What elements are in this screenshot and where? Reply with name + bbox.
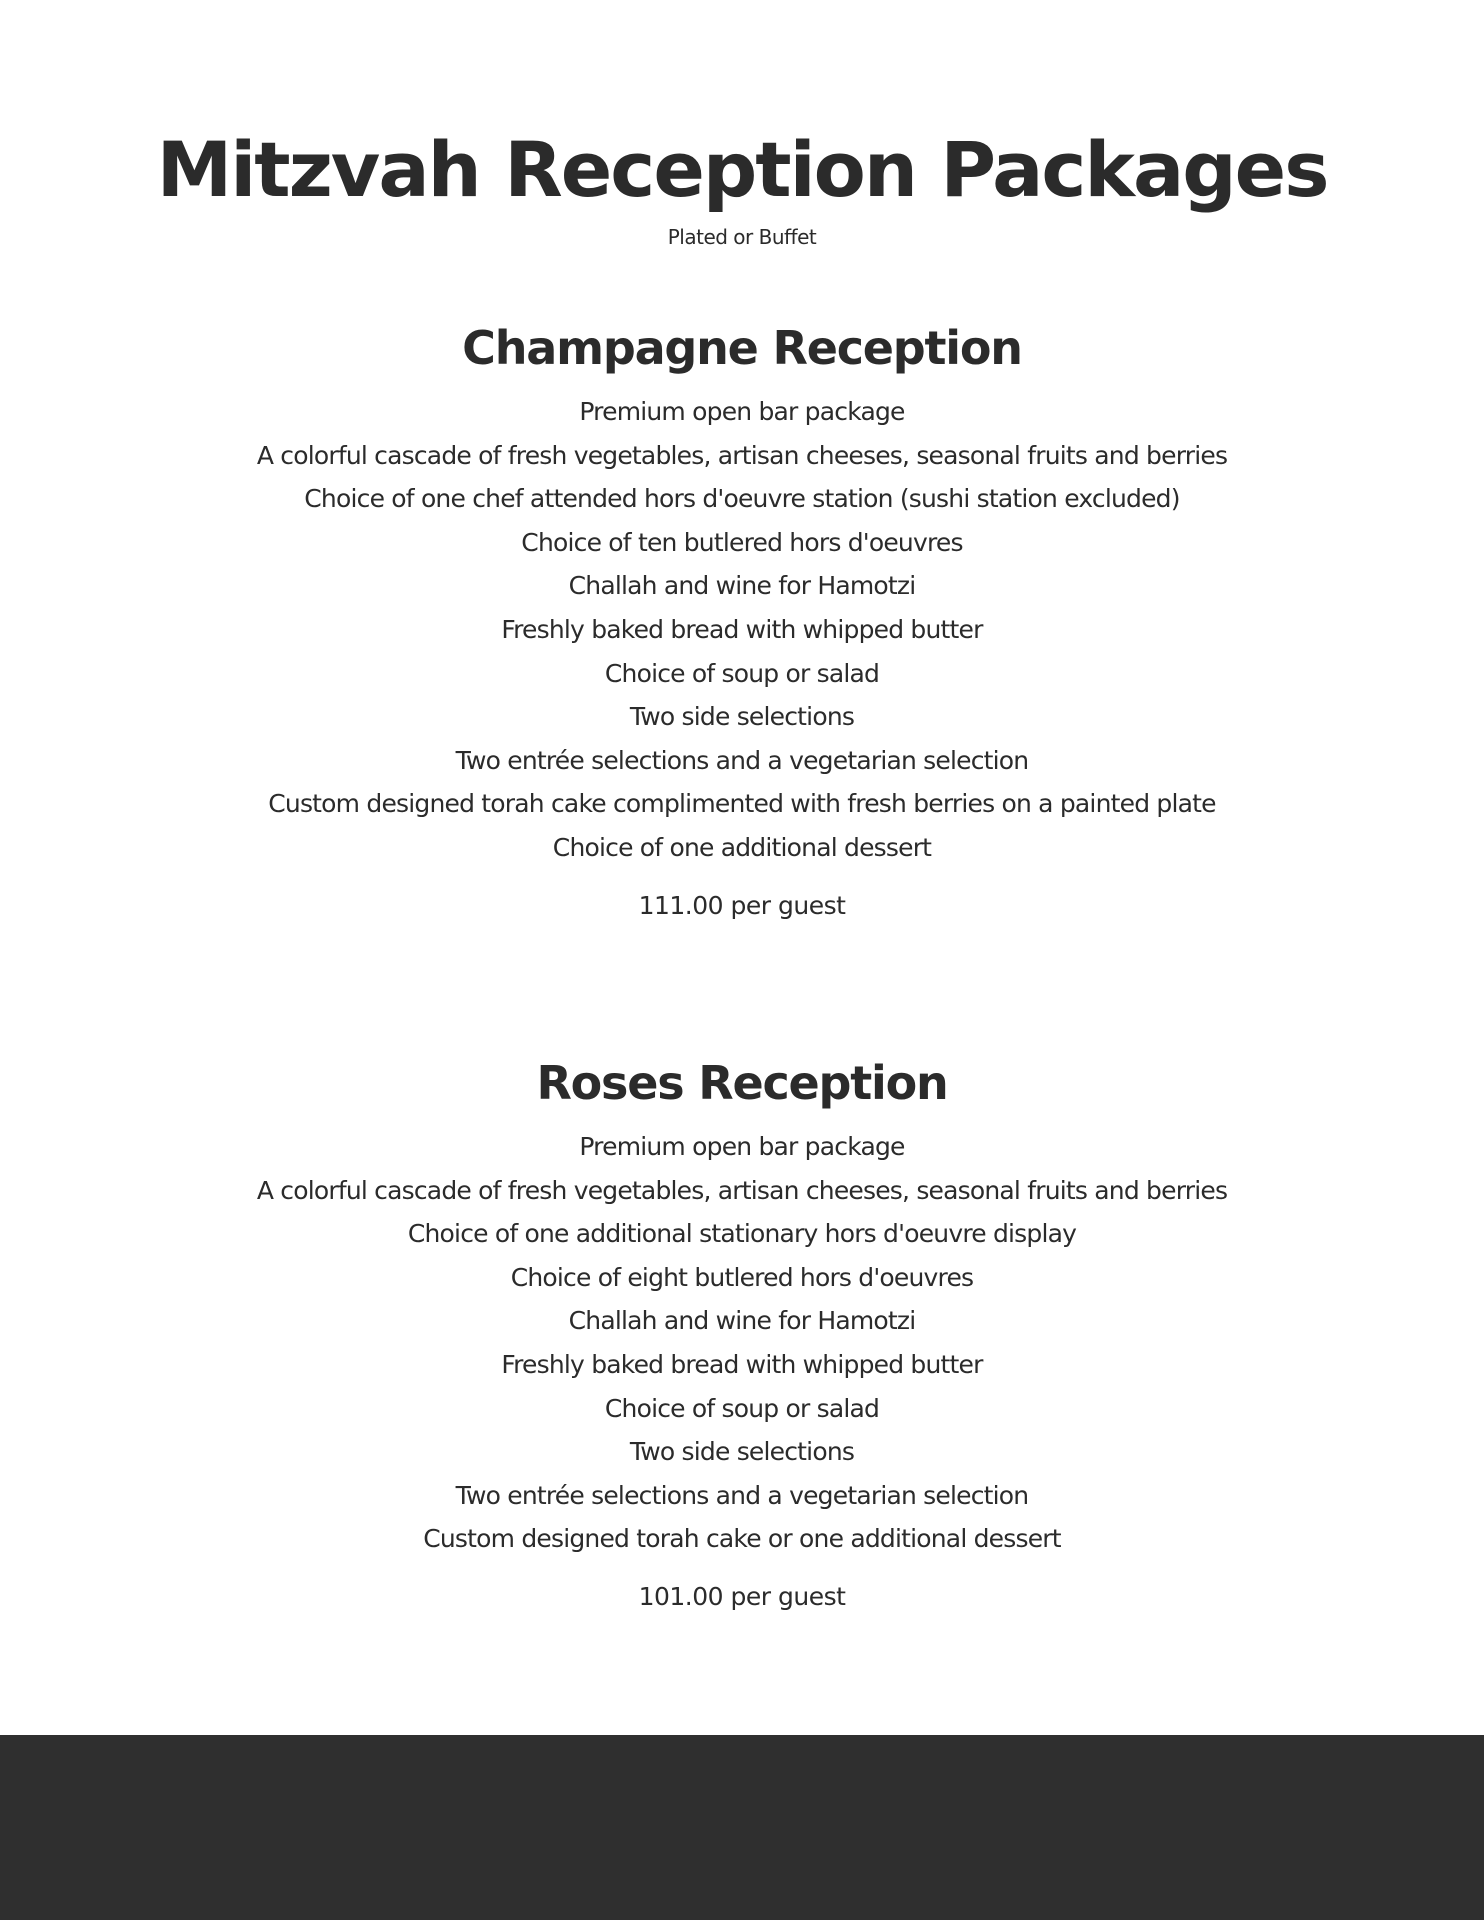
package-roses-reception [0, 1051, 1484, 1618]
list-item: Choice of ten butlered hors d'oeuvres [521, 527, 963, 557]
list-item: Two entrée selections and a vegetarian selection [455, 745, 1029, 775]
list-item: Two entrée selections and a vegetarian selection [455, 1480, 1029, 1510]
list-item: Freshly baked bread with whipped butter [501, 614, 983, 644]
list-item: Two side selections [629, 1437, 855, 1467]
list-item: A colorful cascade of fresh vegetables, artisan cheeses, seasonal fruits and berries [256, 440, 1228, 470]
list-item: Two side selections [629, 702, 855, 732]
list-item: Choice of one additional dessert [552, 832, 932, 862]
package-champagne-reception [0, 316, 1484, 927]
list-item: Freshly baked bread with whipped butter [501, 1349, 983, 1379]
list-item: Choice of one additional stationary hors d'oeuvre display [407, 1219, 1077, 1249]
package-title: Roses Reception [536, 1056, 948, 1110]
list-item: Premium open bar package [579, 1132, 905, 1161]
list-item: Choice of soup or salad [604, 1393, 880, 1423]
list-item: Choice of eight butlered hors d'oeuvres [510, 1262, 974, 1292]
list-item: Challah and wine for Hamotzi [568, 571, 916, 601]
list-item: Custom designed torah cake complimented with fresh berries on a painted plate [268, 789, 1216, 819]
page-subtitle: Plated or Buffet [667, 225, 817, 249]
footer-band [0, 1735, 1484, 1920]
list-item: Premium open bar package [579, 397, 905, 426]
package-title: Champagne Reception [462, 321, 1022, 375]
package-price: 101.00 per guest [638, 1581, 846, 1611]
package-price: 111.00 per guest [638, 890, 846, 920]
package-item-list [0, 390, 1484, 870]
list-item: Choice of soup or salad [604, 658, 880, 688]
list-item: Choice of one chef attended hors d'oeuvre station (sushi station excluded) [304, 484, 1180, 514]
list-item: Custom designed torah cake or one additional dessert [423, 1524, 1061, 1554]
page-title: Mitzvah Reception Packages [156, 125, 1328, 214]
list-item: A colorful cascade of fresh vegetables, artisan cheeses, seasonal fruits and berries [256, 1175, 1228, 1205]
package-item-list [0, 1125, 1484, 1561]
list-item: Challah and wine for Hamotzi [568, 1306, 916, 1336]
